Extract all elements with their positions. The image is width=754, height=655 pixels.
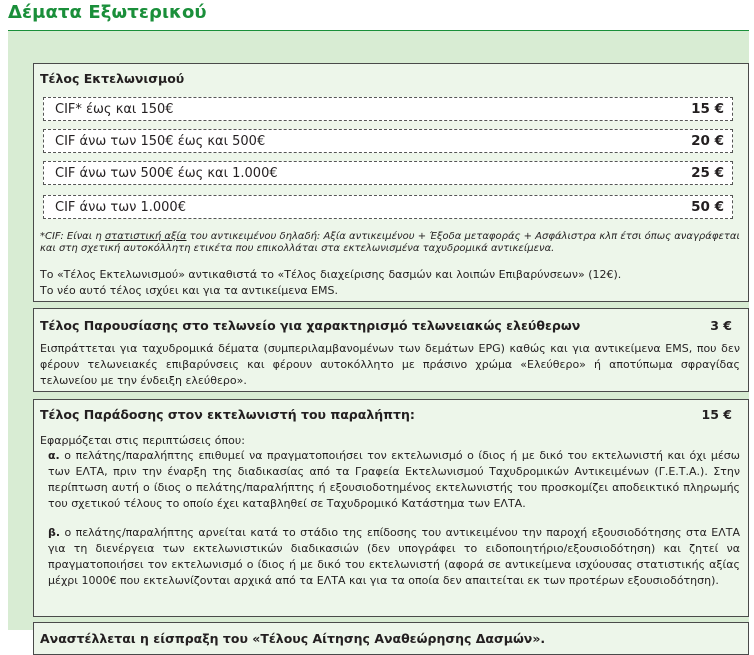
delivery-price: 15 € (701, 407, 732, 422)
case-a-label: α. (48, 449, 60, 462)
fee-row-amount: 50 € (691, 199, 724, 215)
case-a-text: ο πελάτης/παραλήπτης επιθυμεί να πραγματοποιήσει τον εκτελωνισμό ο ίδιος ή με δικό του εκτελωνιστή και όχι μέσω των ΕΛΤΑ, πριν την έναρξη της διαδικασίας από τα Γραφεία Εκτελωνισμού Ταχυδρομικών Αντικειμένων (Γ.Ε.Τ.Α.). Στην περίπτωση αυτή ο ίδιος ο πελάτης/παραλήπτης ή εξουσιοδοτημένος εκτελωνιστής του προσκομίζει αποδεικτικό πληρωμής του σχετικού τέλους το οποίο έχει καταβληθεί σε Ταχυδρομικό Κατάστημα των ΕΛΤΑ. (48, 449, 740, 510)
case-b-text: ο πελάτης/παραλήπτης αρνείται κατά το στάδιο της επίδοσης του αντικειμένου την παροχή εξουσιοδότησης στα ΕΛΤΑ για τη διενέργεια των εκτελωνιστικών διαδικασιών (δεν υπογράφει το ειδοποιητήριο/εξουσιοδότηση) και ζητεί να πραγματοποιήσει τον εκτελωνισμό ο ίδιος ή με δικό του εκτελωνιστή (αφορά σε αντικείμενα ισχύουσας στατιστικής αξίας μέχρι 1000€ που εκτελωνίζονται αρχικά από τα ΕΛΤΑ και για τα οποία δεν απαιτείται εκ των προτέρων εξουσιοδότηση). (48, 526, 740, 587)
statistical-value-term: στατιστική αξία (104, 231, 187, 242)
fee-row-amount: 20 € (691, 133, 724, 149)
presentation-text: Εισπράττεται για ταχυδρομικά δέματα (συμπεριλαμβανομένων των δεμάτων EPG) καθώς και για αντικείμενα EMS, που δεν φέρουν τελωνειακές επιβαρύνσεις και φέρουν αυτοκόλλητο με πράσινο χρώμα «Ελεύθερο» ή αποτύπωμα σφραγίδας τελωνείου με την ένδειξη ελεύθερο». (40, 342, 740, 387)
content-panel (8, 30, 749, 646)
cif-footnote-rest: του αντικειμένου δηλαδή: Αξία αντικειμένου + Έξοδα μεταφοράς + Ασφάλιστρα κλπ έτσι όπως αναγράφεται και στη σχετική αυτοκόλλητη ετικέτα που επικολλάται στα εκτελωνισμένα ταχυδρομικά αντικείμενα. (40, 231, 740, 254)
page-title: Δέματα Εξωτερικού (8, 2, 207, 23)
delivery-heading (40, 407, 732, 422)
fee-row-amount: 15 € (691, 101, 724, 117)
cif-footnote-prefix: *CIF: Είναι η (40, 231, 105, 242)
fee-row (43, 129, 733, 153)
fee-row (43, 97, 733, 121)
fee-row-label: CIF* έως και 150€ (55, 102, 174, 117)
clearance-fee-card (33, 63, 749, 302)
delivery-case-a (40, 448, 740, 512)
case-b-label: β. (48, 526, 61, 539)
fee-row (43, 161, 733, 185)
delivery-heading-text: Τέλος Παράδοσης στον εκτελωνιστή του παραλήπτη: (40, 407, 415, 422)
delivery-intro: Εφαρμόζεται στις περιπτώσεις όπου: (40, 434, 245, 447)
delivery-case-b (40, 525, 740, 589)
presentation-price: 3 € (710, 318, 732, 333)
clearance-heading: Τέλος Εκτελωνισμού (40, 71, 185, 86)
suspension-card (33, 622, 749, 655)
presentation-heading-text: Τέλος Παρουσίασης στο τελωνείο για χαρακτηρισμό τελωνειακώς ελεύθερων (40, 318, 581, 333)
fee-row-label: CIF άνω των 1.000€ (55, 200, 186, 215)
presentation-fee-card (33, 308, 749, 392)
presentation-heading (40, 318, 732, 333)
suspension-text: Αναστέλλεται η είσπραξη του «Τέλους Αίτησης Αναθεώρησης Δασμών». (40, 631, 546, 646)
clearance-replacement-text: Το «Τέλος Εκτελωνισμού» αντικαθιστά το «Τέλος διαχείρισης δασμών και λοιπών Επιβαρύνσεων» (12€). (40, 268, 622, 281)
clearance-ems-text: Το νέο αυτό τέλος ισχύει και για τα αντικείμενα EMS. (40, 284, 339, 297)
fee-row (43, 195, 733, 219)
fee-row-label: CIF άνω των 500€ έως και 1.000€ (55, 166, 278, 181)
delivery-fee-card (33, 399, 749, 617)
fee-row-label: CIF άνω των 150€ έως και 500€ (55, 134, 266, 149)
fee-row-amount: 25 € (691, 165, 724, 181)
cif-footnote (40, 231, 740, 255)
